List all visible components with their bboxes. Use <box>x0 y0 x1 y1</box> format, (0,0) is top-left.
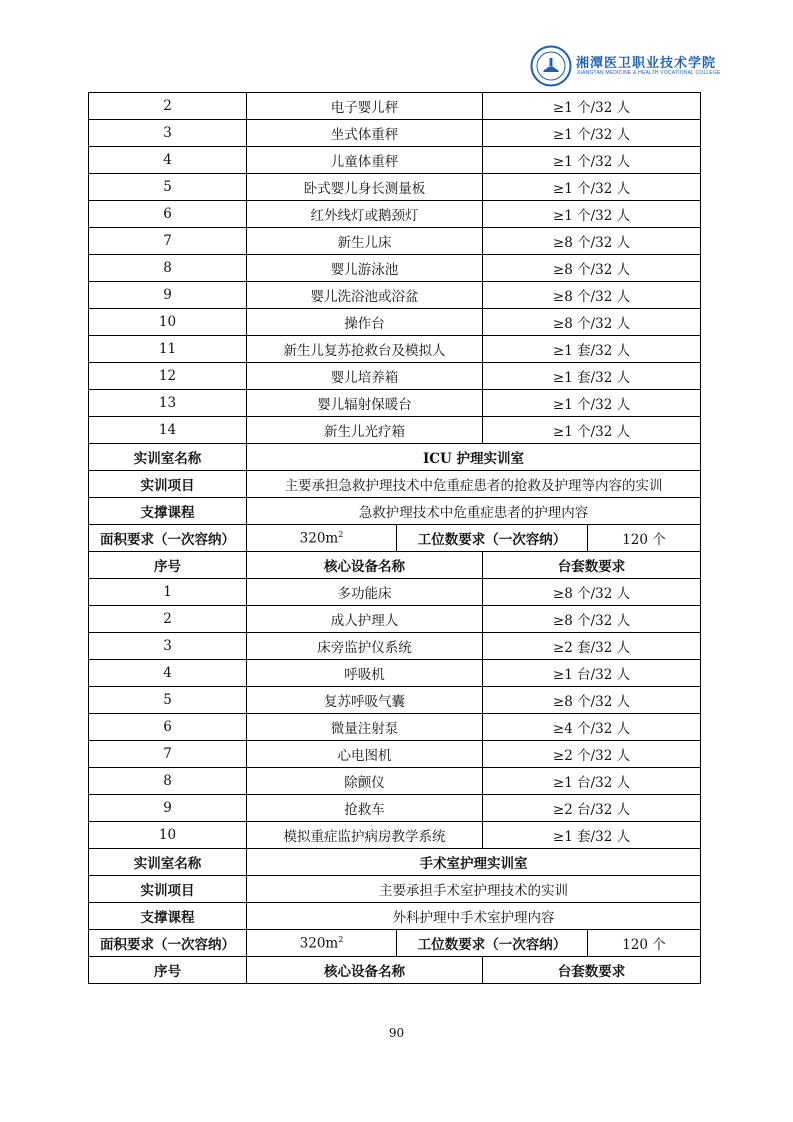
table-row <box>89 174 701 201</box>
table-row <box>89 309 701 336</box>
equipment-requirement: ≥8 个/32 人 <box>483 579 701 606</box>
project-value: 主要承担急救护理技术中危重症患者的抢救及护理等内容的实训 <box>247 471 701 498</box>
project-row <box>89 876 701 903</box>
equipment-name: 抢救车 <box>247 795 483 822</box>
col-requirement-header: 台套数要求 <box>483 957 701 984</box>
project-value: 主要承担手术室护理技术的实训 <box>247 876 701 903</box>
area-label: 面积要求（一次容纳） <box>89 930 247 957</box>
row-number: 7 <box>89 228 247 255</box>
station-label: 工位数要求（一次容纳） <box>397 525 588 552</box>
equipment-requirement: ≥1 个/32 人 <box>483 120 701 147</box>
table-row <box>89 363 701 390</box>
room-name-row <box>89 444 701 471</box>
equipment-requirement: ≥1 套/32 人 <box>483 822 701 849</box>
equipment-requirement: ≥2 台/32 人 <box>483 795 701 822</box>
equipment-name: 坐式体重秤 <box>247 120 483 147</box>
table-row <box>89 120 701 147</box>
equipment-requirement: ≥8 个/32 人 <box>483 228 701 255</box>
table-row <box>89 201 701 228</box>
row-number: 10 <box>89 309 247 336</box>
area-value: $320m^2$ <box>247 525 397 552</box>
area-row <box>89 930 701 957</box>
row-number: 9 <box>89 282 247 309</box>
project-label: 实训项目 <box>89 876 247 903</box>
col-equipment-header: 核心设备名称 <box>247 552 483 579</box>
equipment-requirement: ≥1 套/32 人 <box>483 336 701 363</box>
station-value: 120 个 <box>588 930 701 957</box>
row-number: 3 <box>89 633 247 660</box>
column-header-row <box>89 552 701 579</box>
equipment-requirement: ≥8 个/32 人 <box>483 255 701 282</box>
equipment-requirement: ≥8 个/32 人 <box>483 606 701 633</box>
row-number: 6 <box>89 201 247 228</box>
equipment-name: 婴儿辐射保暖台 <box>247 390 483 417</box>
course-value: 急救护理技术中危重症患者的护理内容 <box>247 498 701 525</box>
equipment-requirement: ≥4 个/32 人 <box>483 714 701 741</box>
row-number: 9 <box>89 795 247 822</box>
college-name-en: XIANGTAN MEDICINE & HEALTH VOCATIONAL COLLEGE <box>577 70 721 76</box>
area-label: 面积要求（一次容纳） <box>89 525 247 552</box>
equipment-name: 红外线灯或鹅颈灯 <box>247 201 483 228</box>
equipment-name: 新生儿床 <box>247 228 483 255</box>
equipment-name: 模拟重症监护病房教学系统 <box>247 822 483 849</box>
row-number: 11 <box>89 336 247 363</box>
equipment-name: 婴儿游泳池 <box>247 255 483 282</box>
table-row <box>89 687 701 714</box>
table-row <box>89 282 701 309</box>
equipment-requirement: ≥8 个/32 人 <box>483 282 701 309</box>
table-row <box>89 741 701 768</box>
room-name-value: ICU 护理实训室 <box>247 444 701 471</box>
equipment-table <box>88 92 701 984</box>
column-header-row <box>89 957 701 984</box>
table-row <box>89 822 701 849</box>
project-label: 实训项目 <box>89 471 247 498</box>
equipment-name: 新生儿复苏抢救台及模拟人 <box>247 336 483 363</box>
project-row <box>89 471 701 498</box>
equipment-requirement: ≥2 个/32 人 <box>483 741 701 768</box>
equipment-name: 呼吸机 <box>247 660 483 687</box>
page-number: 90 <box>388 1026 405 1040</box>
course-row <box>89 903 701 930</box>
equipment-requirement: ≥1 个/32 人 <box>483 417 701 444</box>
row-number: 6 <box>89 714 247 741</box>
equipment-requirement: ≥1 个/32 人 <box>483 390 701 417</box>
room-name-label: 实训室名称 <box>89 444 247 471</box>
table-row <box>89 660 701 687</box>
area-value: $320m^2$ <box>247 930 397 957</box>
course-label: 支撑课程 <box>89 903 247 930</box>
row-number: 2 <box>89 606 247 633</box>
row-number: 13 <box>89 390 247 417</box>
equipment-name: 新生儿光疗箱 <box>247 417 483 444</box>
station-value: 120 个 <box>588 525 701 552</box>
table-row <box>89 795 701 822</box>
equipment-requirement: ≥1 台/32 人 <box>483 768 701 795</box>
equipment-name: 除颤仪 <box>247 768 483 795</box>
equipment-name: 操作台 <box>247 309 483 336</box>
equipment-name: 卧式婴儿身长测量板 <box>247 174 483 201</box>
room-name-value: 手术室护理实训室 <box>247 849 701 876</box>
college-name: 湘潭医卫职业技术学院 <box>576 56 717 71</box>
row-number: 14 <box>89 417 247 444</box>
icu-room-block <box>89 444 701 579</box>
equipment-name: 婴儿培养箱 <box>247 363 483 390</box>
row-number: 2 <box>89 93 247 120</box>
row-number: 5 <box>89 687 247 714</box>
room-name-label: 实训室名称 <box>89 849 247 876</box>
row-number: 8 <box>89 768 247 795</box>
row-number: 8 <box>89 255 247 282</box>
table-row <box>89 714 701 741</box>
row-number: 3 <box>89 120 247 147</box>
equipment-name: 儿童体重秤 <box>247 147 483 174</box>
equipment-requirement: ≥1 个/32 人 <box>483 201 701 228</box>
equipment-requirement: ≥1 个/32 人 <box>483 147 701 174</box>
table-row <box>89 633 701 660</box>
col-requirement-header: 台套数要求 <box>483 552 701 579</box>
equipment-name: 微量注射泵 <box>247 714 483 741</box>
table-row <box>89 606 701 633</box>
table-row <box>89 417 701 444</box>
row-number: 5 <box>89 174 247 201</box>
row-number: 7 <box>89 741 247 768</box>
equipment-requirement: ≥1 个/32 人 <box>483 93 701 120</box>
row-number: 4 <box>89 147 247 174</box>
college-logo <box>530 45 721 87</box>
or-room-block <box>89 849 701 984</box>
col-no-header: 序号 <box>89 552 247 579</box>
col-equipment-header: 核心设备名称 <box>247 957 483 984</box>
equipment-name: 多功能床 <box>247 579 483 606</box>
table-row <box>89 768 701 795</box>
equipment-requirement: ≥8 个/32 人 <box>483 309 701 336</box>
table-row <box>89 93 701 120</box>
room-name-row <box>89 849 701 876</box>
equipment-requirement: ≥1 台/32 人 <box>483 660 701 687</box>
equipment-name: 成人护理人 <box>247 606 483 633</box>
row-number: 12 <box>89 363 247 390</box>
equipment-name: 床旁监护仪系统 <box>247 633 483 660</box>
table-row <box>89 228 701 255</box>
equipment-requirement: ≥1 套/32 人 <box>483 363 701 390</box>
table-row <box>89 390 701 417</box>
course-row <box>89 498 701 525</box>
row-number: 4 <box>89 660 247 687</box>
table-row <box>89 336 701 363</box>
course-label: 支撑课程 <box>89 498 247 525</box>
equipment-requirement: ≥1 个/32 人 <box>483 174 701 201</box>
station-label: 工位数要求（一次容纳） <box>397 930 588 957</box>
equipment-requirement: ≥8 个/32 人 <box>483 687 701 714</box>
row-number: 10 <box>89 822 247 849</box>
col-no-header: 序号 <box>89 957 247 984</box>
college-seal-icon <box>530 45 572 87</box>
equipment-requirement: ≥2 套/32 人 <box>483 633 701 660</box>
equipment-name: 婴儿洗浴池或浴盆 <box>247 282 483 309</box>
row-number: 1 <box>89 579 247 606</box>
table-row <box>89 579 701 606</box>
course-value: 外科护理中手术室护理内容 <box>247 903 701 930</box>
area-row <box>89 525 701 552</box>
equipment-name: 心电图机 <box>247 741 483 768</box>
table-row <box>89 147 701 174</box>
equipment-name: 复苏呼吸气囊 <box>247 687 483 714</box>
equipment-name: 电子婴儿秤 <box>247 93 483 120</box>
table-row <box>89 255 701 282</box>
